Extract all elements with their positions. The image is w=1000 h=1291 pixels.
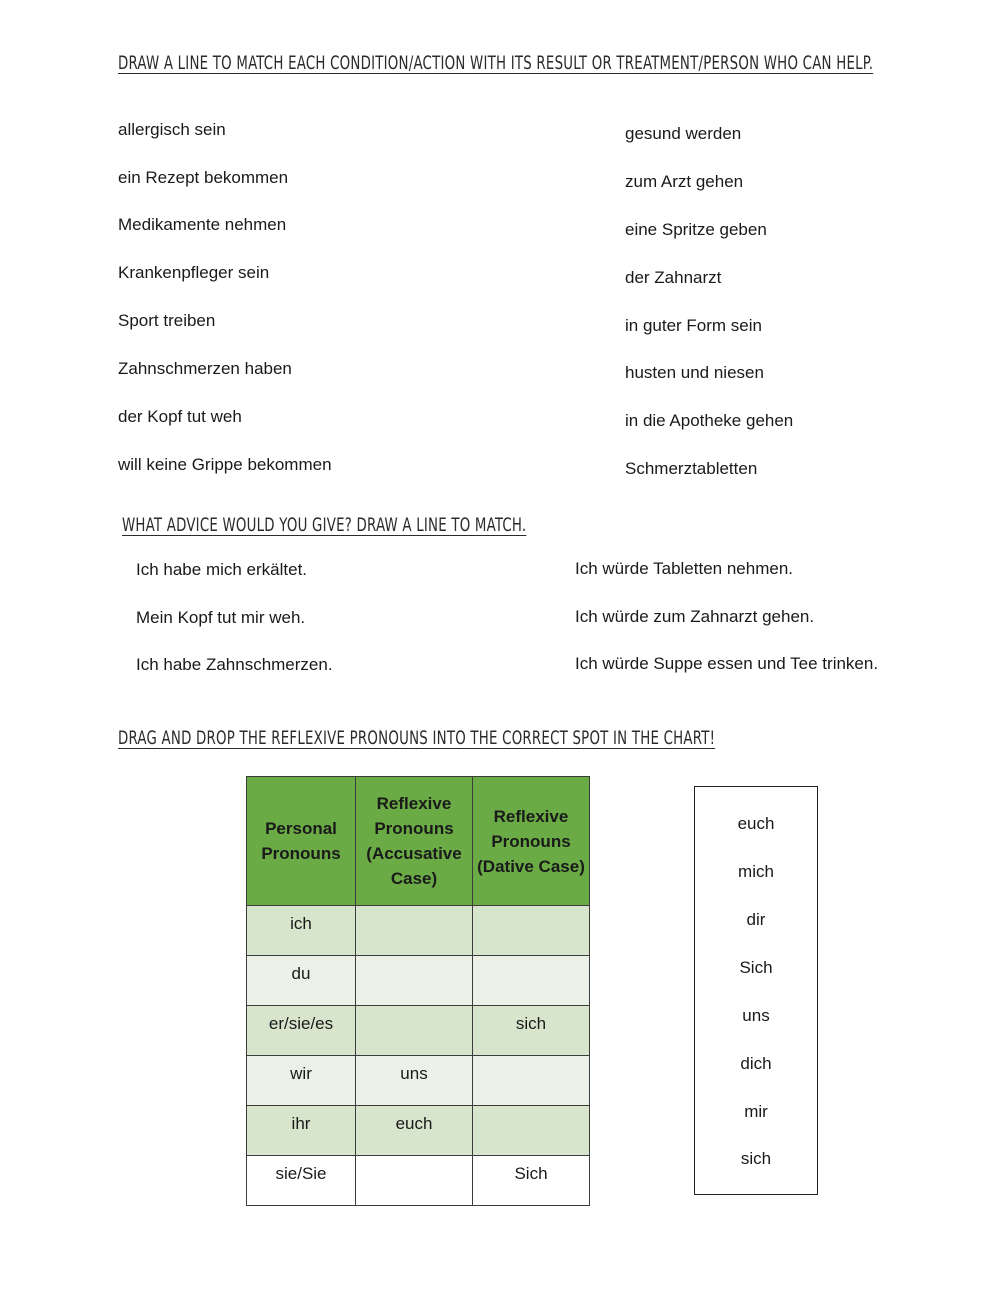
section2-heading: WHAT ADVICE WOULD YOU GIVE? DRAW A LINE TO MATCH. bbox=[122, 514, 527, 536]
personal-pronoun-cell: sie/Sie bbox=[247, 1156, 356, 1206]
dative-drop-cell[interactable]: Sich bbox=[473, 1156, 590, 1206]
draggable-pronoun[interactable]: uns bbox=[742, 1006, 770, 1025]
word-bank bbox=[694, 786, 818, 1195]
result-item[interactable]: in guter Form sein bbox=[625, 316, 762, 335]
condition-item[interactable]: Krankenpfleger sein bbox=[118, 263, 270, 282]
condition-item[interactable]: will keine Grippe bekommen bbox=[118, 455, 332, 474]
draggable-pronoun[interactable]: sich bbox=[740, 1149, 772, 1168]
header-reflexive-dative: Reflexive Pronouns (Dative Case) bbox=[473, 777, 590, 906]
draggable-pronoun[interactable]: dir bbox=[746, 910, 766, 929]
personal-pronoun-cell: du bbox=[247, 956, 356, 1006]
condition-item[interactable]: Zahnschmerzen haben bbox=[118, 359, 292, 378]
dative-drop-cell[interactable] bbox=[473, 1056, 590, 1106]
problem-item[interactable]: Mein Kopf tut mir weh. bbox=[136, 608, 306, 627]
condition-item[interactable]: der Kopf tut weh bbox=[118, 407, 242, 426]
problem-item[interactable]: Ich habe mich erkältet. bbox=[136, 560, 308, 579]
condition-item[interactable]: Medikamente nehmen bbox=[118, 215, 287, 234]
accusative-drop-cell[interactable] bbox=[356, 1006, 473, 1056]
result-item[interactable]: eine Spritze geben bbox=[625, 220, 767, 239]
accusative-drop-cell[interactable]: euch bbox=[356, 1106, 473, 1156]
dative-drop-cell[interactable] bbox=[473, 906, 590, 956]
accusative-drop-cell[interactable] bbox=[356, 1156, 473, 1206]
accusative-drop-cell[interactable] bbox=[356, 956, 473, 1006]
dative-drop-cell[interactable]: sich bbox=[473, 1006, 590, 1056]
advice-item[interactable]: Ich würde Suppe essen und Tee trinken. bbox=[575, 654, 879, 673]
accusative-drop-cell[interactable] bbox=[356, 906, 473, 956]
draggable-pronoun[interactable]: mir bbox=[744, 1102, 768, 1121]
result-item[interactable]: zum Arzt gehen bbox=[625, 172, 744, 191]
result-item[interactable]: in die Apotheke gehen bbox=[625, 411, 794, 430]
result-item[interactable]: husten und niesen bbox=[625, 363, 764, 382]
result-item[interactable]: der Zahnarzt bbox=[625, 268, 722, 287]
advice-item[interactable]: Ich würde Tabletten nehmen. bbox=[575, 559, 793, 578]
condition-item[interactable]: Sport treiben bbox=[118, 311, 216, 330]
problem-item[interactable]: Ich habe Zahnschmerzen. bbox=[136, 655, 333, 674]
draggable-pronoun[interactable]: mich bbox=[738, 862, 774, 881]
personal-pronoun-cell: ich bbox=[247, 906, 356, 956]
section3-heading: DRAG AND DROP THE REFLEXIVE PRONOUNS INTO THE CORRECT SPOT IN THE CHART! bbox=[118, 727, 716, 749]
result-item[interactable]: gesund werden bbox=[625, 124, 742, 143]
condition-item[interactable]: allergisch sein bbox=[118, 120, 226, 139]
section1-heading: DRAW A LINE TO MATCH EACH CONDITION/ACTION WITH ITS RESULT OR TREATMENT/PERSON WHO CAN HELP. bbox=[118, 52, 874, 74]
draggable-pronoun[interactable]: euch bbox=[737, 814, 775, 833]
result-item[interactable]: Schmerztabletten bbox=[625, 459, 758, 478]
dative-drop-cell[interactable] bbox=[473, 956, 590, 1006]
personal-pronoun-cell: er/sie/es bbox=[247, 1006, 356, 1056]
advice-item[interactable]: Ich würde zum Zahnarzt gehen. bbox=[575, 607, 815, 626]
reflexive-pronoun-chart bbox=[246, 776, 590, 1206]
draggable-pronoun[interactable]: Sich bbox=[739, 958, 773, 977]
accusative-drop-cell[interactable]: uns bbox=[356, 1056, 473, 1106]
header-personal-pronouns: Personal Pronouns bbox=[247, 777, 356, 906]
header-reflexive-accusative: Reflexive Pronouns (Accusative Case) bbox=[356, 777, 473, 906]
draggable-pronoun[interactable]: dich bbox=[740, 1054, 772, 1073]
personal-pronoun-cell: ihr bbox=[247, 1106, 356, 1156]
personal-pronoun-cell: wir bbox=[247, 1056, 356, 1106]
condition-item[interactable]: ein Rezept bekommen bbox=[118, 168, 289, 187]
dative-drop-cell[interactable] bbox=[473, 1106, 590, 1156]
